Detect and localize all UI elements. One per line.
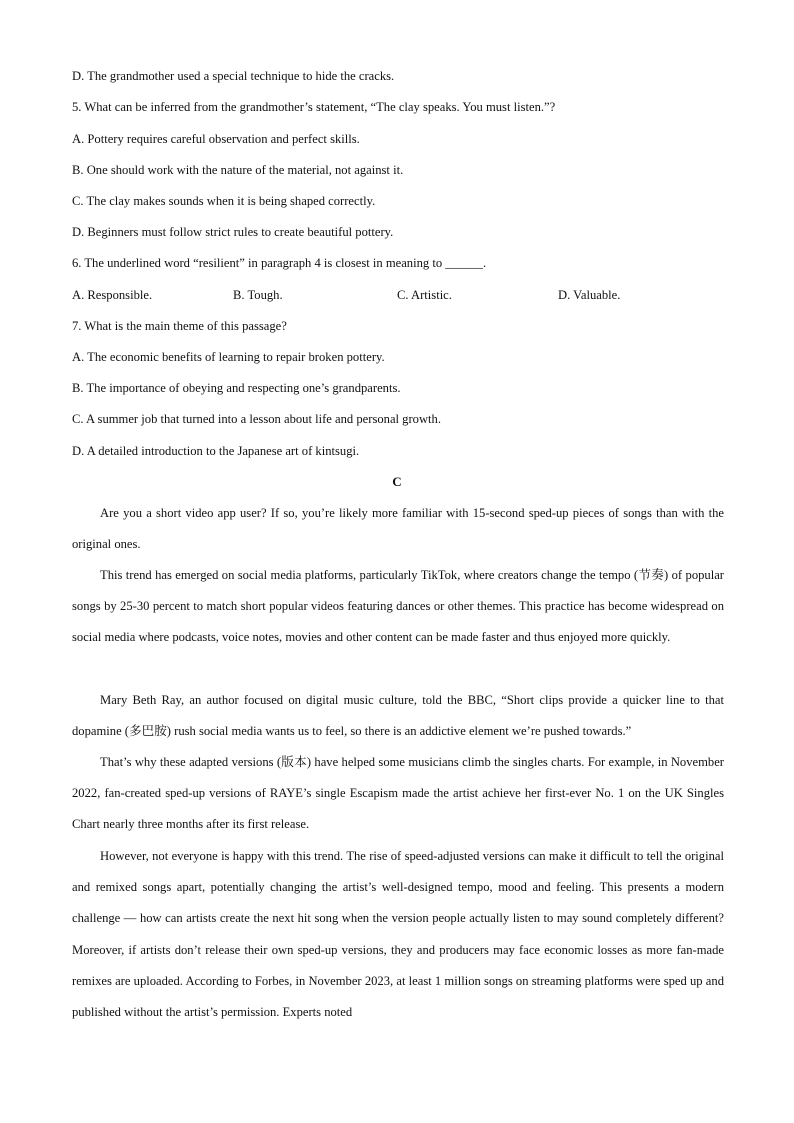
section-title: C [392, 474, 402, 489]
q7-option-c: C. A summer job that turned into a lesson about life and personal growth. [72, 412, 442, 426]
passage-paragraph-3: Mary Beth Ray, an author focused on digital music culture, told the BBC, “Short clips provide a quicker line to that dopamine (多巴胺) rush social media wants us to feel, so there is an addictive element we’re pushed towards.” [72, 693, 724, 739]
q5-option-a: A. Pottery requires careful observation and perfect skills. [72, 132, 360, 146]
q6-option-a: A. Responsible. [72, 288, 153, 302]
q6-option-c: C. Artistic. [397, 288, 452, 302]
passage-paragraph-5: However, not everyone is happy with this trend. The rise of speed-adjusted versions can make it difficult to tell the original and remixed songs apart, potentially changing the artist’s well-designed tempo, mood and feeling. This presents a modern challenge — how can artists create the next hit song when the version people actually listen to may sound completely different? Moreover, if artists don’t release their own sped-up versions, they and producers may face economic losses as more fan-made remixes are uploaded. According to Forbes, in November 2023, at least 1 million songs on streaming platforms were sped up and published without the artist’s permission. Experts noted [72, 849, 724, 1020]
q7-option-a: A. The economic benefits of learning to repair broken pottery. [72, 350, 385, 364]
q6-option-b: B. Tough. [233, 288, 283, 302]
q5-option-c: C. The clay makes sounds when it is being shaped correctly. [72, 194, 376, 208]
q7-option-b: B. The importance of obeying and respecting one’s grandparents. [72, 381, 401, 395]
q5-option-d: D. Beginners must follow strict rules to create beautiful pottery. [72, 225, 394, 239]
q6-option-d: D. Valuable. [558, 288, 621, 302]
q5-option-b: B. One should work with the nature of the material, not against it. [72, 163, 404, 177]
q4-option-d: D. The grandmother used a special technique to hide the cracks. [72, 69, 395, 83]
q7-stem: 7. What is the main theme of this passage? [72, 319, 287, 333]
q6-stem: 6. The underlined word “resilient” in paragraph 4 is closest in meaning to ______. [72, 256, 487, 270]
passage-paragraph-2: This trend has emerged on social media platforms, particularly TikTok, where creators change the tempo (节奏) of popular songs by 25-30 percent to match short popular videos featuring dances or other themes. This practice has become widespread on social media where podcasts, voice notes, movies and other content can be made faster and thus enjoyed more quickly. [72, 568, 724, 645]
q7-option-d: D. A detailed introduction to the Japanese art of kintsugi. [72, 444, 360, 458]
q5-stem: 5. What can be inferred from the grandmother’s statement, “The clay speaks. You must listen.”? [72, 100, 556, 114]
passage-paragraph-1: Are you a short video app user? If so, you’re likely more familiar with 15-second sped-up pieces of songs than with the original ones. [72, 506, 724, 552]
passage-paragraph-4: That’s why these adapted versions (版本) have helped some musicians climb the singles charts. For example, in November 2022, fan-created sped-up versions of RAYE’s single Escapism made the artist achieve her first-ever No. 1 on the UK Singles Chart nearly three months after its first release. [72, 755, 724, 832]
